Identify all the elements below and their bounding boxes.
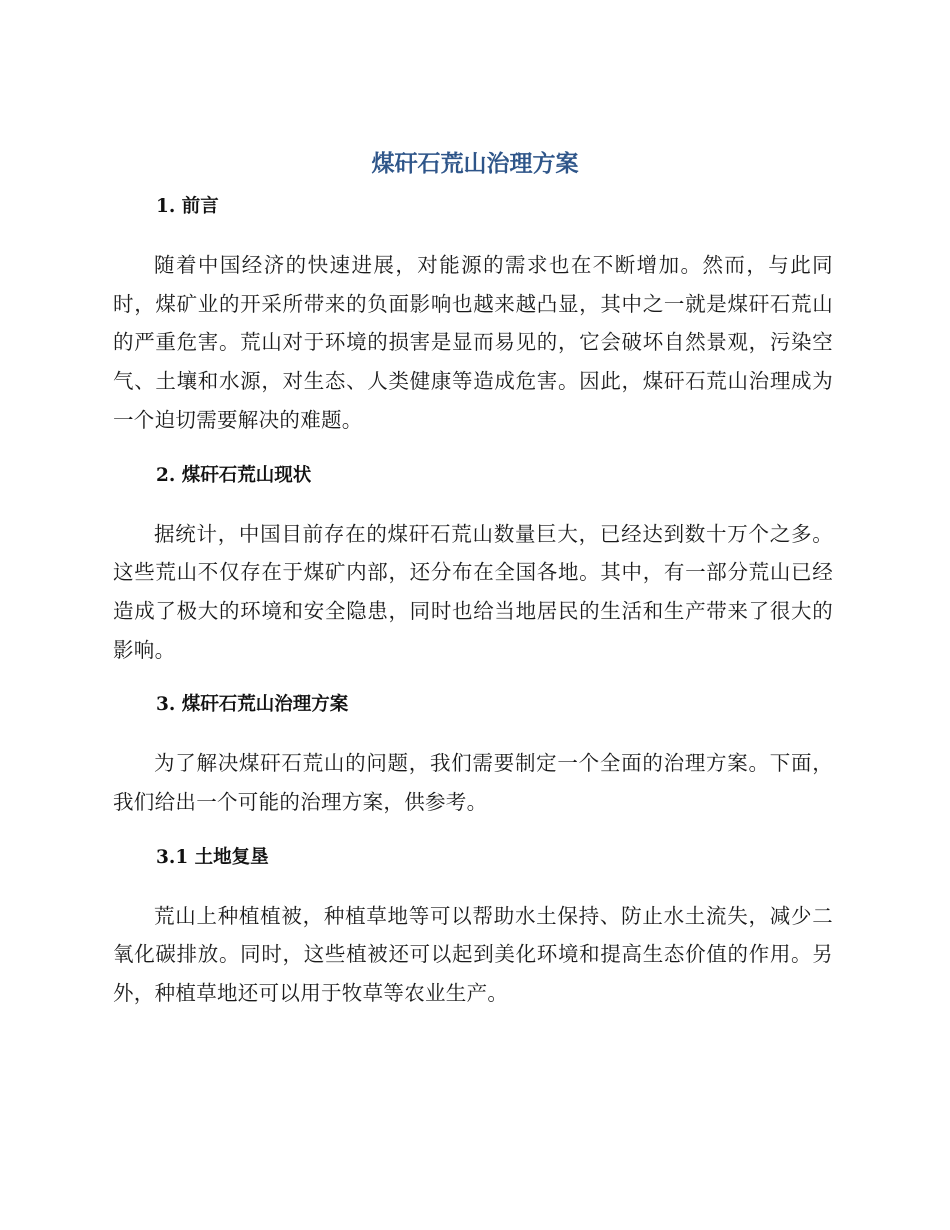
- section-treatment-plan: [113, 688, 833, 840]
- section-land-reclamation: [113, 841, 833, 1013]
- section-heading: 2. 煤矸石荒山现状: [156, 464, 312, 486]
- section-introduction: [113, 190, 833, 459]
- section-paragraph: 据统计，中国目前存在的煤矸石荒山数量巨大，已经达到数十万个之多。这些荒山不仅存在于煤矿内部，还分布在全国各地。其中，有一部分荒山已经造成了极大的环境和安全隐患，同时也给当地居民的生活和生产带来了很大的影响。: [113, 521, 833, 662]
- section-heading: 3. 煤矸石荒山治理方案: [156, 694, 349, 716]
- document-title: 煤矸石荒山治理方案: [371, 151, 579, 177]
- document-body: [113, 190, 833, 1013]
- section-paragraph: 为了解决煤矸石荒山的问题，我们需要制定一个全面的治理方案。下面，我们给出一个可能的治理方案，供参考。: [113, 751, 833, 815]
- section-heading: 1. 前言: [156, 196, 219, 217]
- section-heading: 3.1 土地复垦: [156, 846, 269, 868]
- section-current-status: [113, 459, 833, 689]
- section-paragraph: 随着中国经济的快速进展，对能源的需求也在不断增加。然而，与此同时，煤矿业的开采所带来的负面影响也越来越凸显，其中之一就是煤矸石荒山的严重危害。荒山对于环境的损害是显而易见的，它会破坏自然景观，污染空气、土壤和水源，对生态、人类健康等造成危害。因此，煤矸石荒山治理成为一个迫切需要解决的难题。: [113, 253, 833, 432]
- section-paragraph: 荒山上种植植被，种植草地等可以帮助水土保持、防止水土流失，减少二氧化碳排放。同时，这些植被还可以起到美化环境和提高生态价值的作用。另外，种植草地还可以用于牧草等农业生产。: [113, 903, 833, 1006]
